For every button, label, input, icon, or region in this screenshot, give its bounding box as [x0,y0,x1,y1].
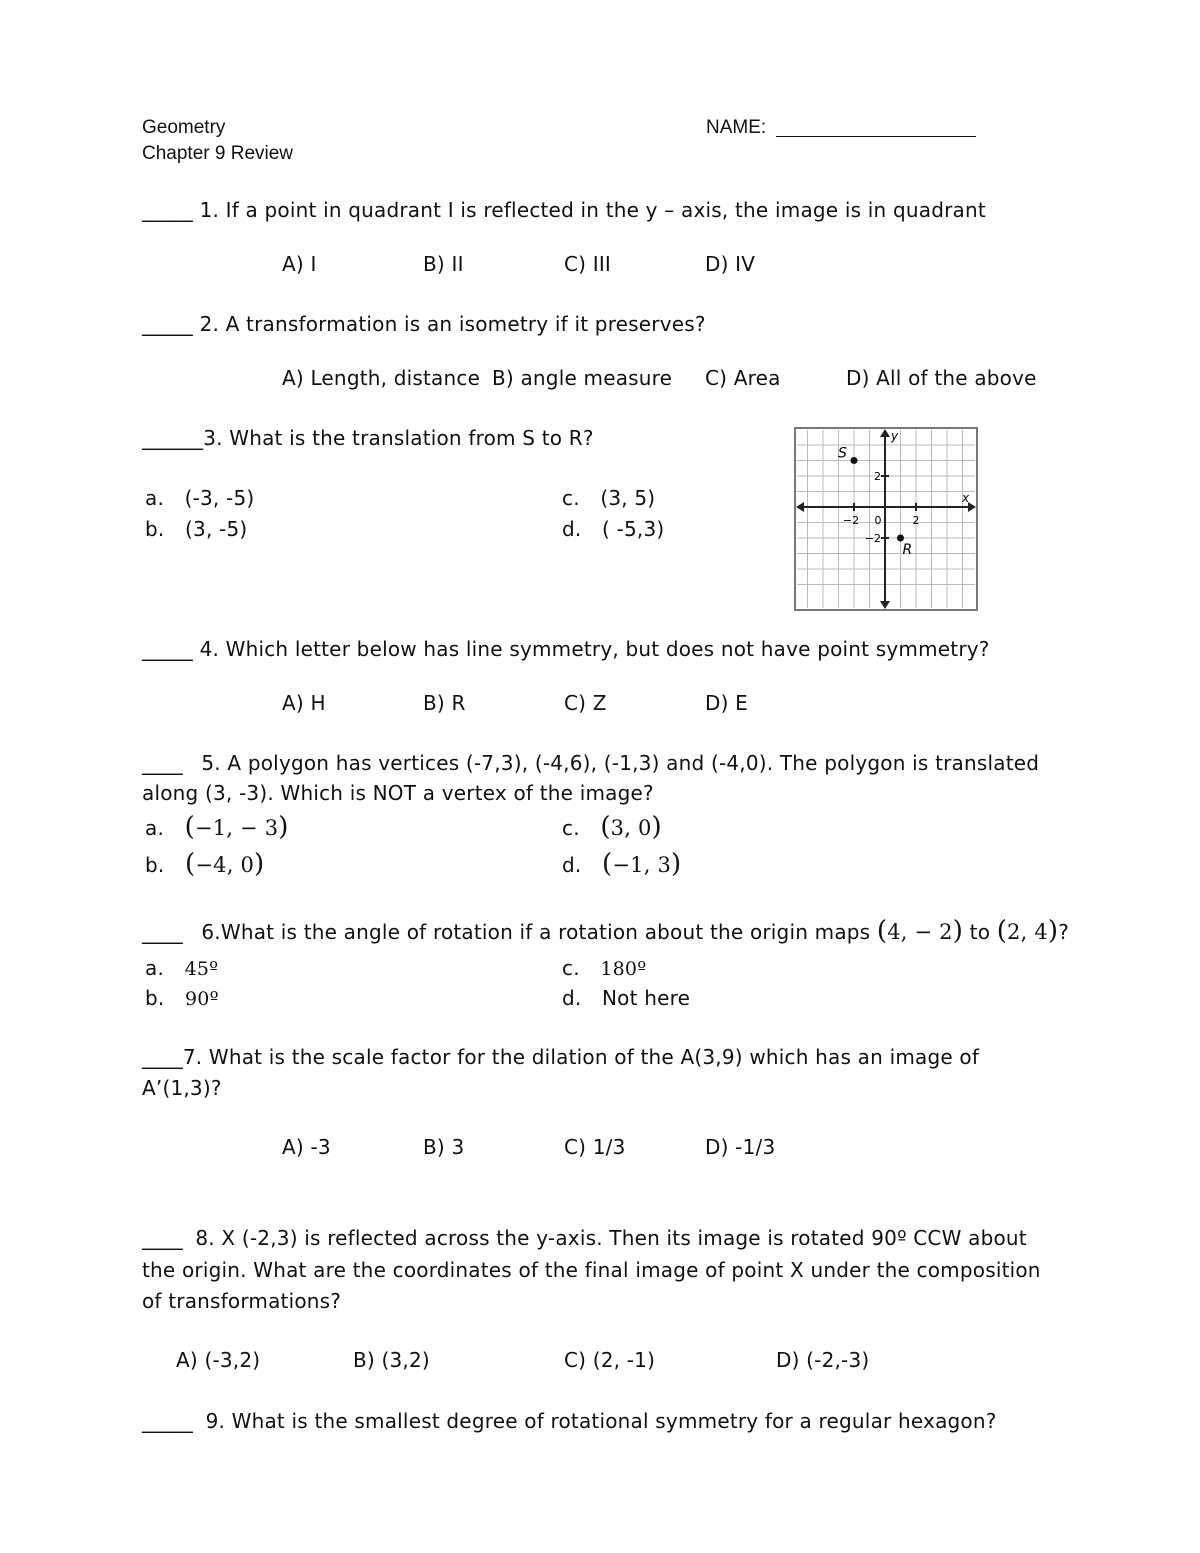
choice-value: ( -5,3) [602,517,665,541]
question-9 [142,1409,997,1433]
choice: D) IV [705,252,756,276]
choice [562,956,646,980]
choice-value: −1, − 3 [194,816,279,840]
question-5 [142,751,1039,775]
choice [145,517,247,541]
choice: C) III [564,252,612,276]
x-tick-label: −2 [842,514,860,527]
answer-blank[interactable]: _____ [142,637,193,661]
question-text: 3. What is the translation from S to R? [203,426,594,450]
answer-blank[interactable]: ____ [142,751,183,775]
answer-blank[interactable]: _____ [142,312,193,336]
point-s-label: S [838,445,847,462]
question-text-continued: along (3, -3). Which is NOT a vertex of the image? [142,781,654,805]
choice: B) angle measure [492,366,673,390]
choice: A) -3 [282,1135,331,1159]
question-mark: ? [1058,920,1070,944]
question-text: 1. If a point in quadrant I is reflected in the y – axis, the image is in quadrant [199,198,986,222]
choice: D) E [705,691,748,715]
choice-letter: c. [562,486,580,510]
question-text: 6.What is the angle of rotation if a rotation about the origin maps [201,920,871,944]
choice-value: (3, -5) [185,517,248,541]
question-text-continued: the origin. What are the coordinates of the final image of point X under the composition [142,1258,1041,1282]
y-tick-label: 2 [874,470,881,483]
question-text: 8. X (-2,3) is reflected across the y-axis. Then its image is rotated 90º CCW about [195,1226,1027,1250]
course-title: Geometry [142,117,226,138]
to-word: to [969,920,991,944]
choice [145,986,219,1010]
choice [145,486,254,510]
name-line[interactable] [776,136,976,137]
point-r [897,535,904,542]
choice-value: 180º [600,958,647,980]
answer-blank[interactable]: ____ [142,1226,183,1250]
question-text: 9. What is the smallest degree of rotational symmetry for a regular hexagon? [205,1409,997,1433]
y-axis-label: y [891,429,899,443]
choice: B) II [423,252,464,276]
choice-letter: c. [562,956,580,980]
choice: D) All of the above [846,366,1037,390]
question-4 [142,637,990,661]
choice: C) Z [564,691,607,715]
choice [562,486,655,510]
choice-letter: c. [562,816,580,840]
choice: a. (−1, − 3) [145,812,289,842]
choice-letter: a. [145,956,165,980]
coordinate-grid [794,427,978,611]
question-1 [142,198,986,222]
choice-value: −4, 0 [195,853,255,877]
choice [145,956,218,980]
choice: c. (3, 0) [562,812,662,842]
question-text-continued: of transformations? [142,1289,342,1313]
choice: A) (-3,2) [176,1348,261,1372]
choice-letter: b. [145,853,165,877]
answer-blank[interactable]: ____ [142,920,183,944]
choice: A) H [282,691,326,715]
y-tick-label: −2 [864,532,881,545]
choice-value: Not here [602,986,691,1010]
point-from: 4, − 2 [887,920,953,944]
choice-value: 3, 0 [610,816,652,840]
choice: C) Area [705,366,781,390]
question-7 [142,1045,979,1069]
question-text: 4. Which letter below has line symmetry, but does not have point symmetry? [199,637,990,661]
choice: A) Length, distance [282,366,481,390]
choice-value: 90º [185,988,219,1010]
x-axis-label: x [962,491,970,505]
choice: B) (3,2) [353,1348,430,1372]
point-to: 2, 4 [1007,920,1048,944]
choice-value: 45º [184,958,219,980]
question-text: 7. What is the scale factor for the dilation of the A(3,9) which has an image of [182,1045,980,1069]
question-2 [142,312,706,336]
choice-letter: b. [145,517,165,541]
question-3 [142,426,594,450]
choice: C) 1/3 [564,1135,626,1159]
point-r-label: R [902,542,913,558]
question-text-continued: A’(1,3)? [142,1076,222,1100]
name-label: NAME: [706,117,767,138]
answer-blank[interactable]: ______ [142,426,204,450]
choice-letter: a. [145,816,165,840]
choice: A) I [282,252,317,276]
choice-value: −1, 3 [612,853,672,877]
answer-blank[interactable]: _____ [142,1409,193,1433]
question-6: ____ 6.What is the angle of rotation if a rotation about the origin maps (4, − 2) to (2, 4)? [142,916,1070,946]
answer-blank[interactable]: ____ [142,1045,183,1069]
choice: B) 3 [423,1135,465,1159]
answer-blank[interactable]: _____ [142,198,193,222]
choice-letter: d. [562,517,582,541]
point-s [851,457,858,464]
chapter-title: Chapter 9 Review [142,143,294,164]
choice-letter: d. [562,986,582,1010]
choice-letter: b. [145,986,165,1010]
choice [562,986,690,1010]
choice: C) (2, -1) [564,1348,656,1372]
origin-label: 0 [874,514,882,527]
question-8 [142,1226,1027,1250]
x-tick-label: 2 [912,514,920,527]
choice-value: (3, 5) [600,486,656,510]
choice-value: (-3, -5) [184,486,255,510]
choice-letter: a. [145,486,165,510]
choice: d. (−1, 3) [562,849,682,879]
choice-letter: d. [562,853,582,877]
choice: B) R [423,691,466,715]
choice: b. (−4, 0) [145,849,265,879]
question-text: 2. A transformation is an isometry if it preserves? [199,312,706,336]
choice: D) (-2,-3) [776,1348,870,1372]
choice [562,517,664,541]
question-text: 5. A polygon has vertices (-7,3), (-4,6), (-1,3) and (-4,0). The polygon is translated [201,751,1040,775]
choice: D) -1/3 [705,1135,776,1159]
